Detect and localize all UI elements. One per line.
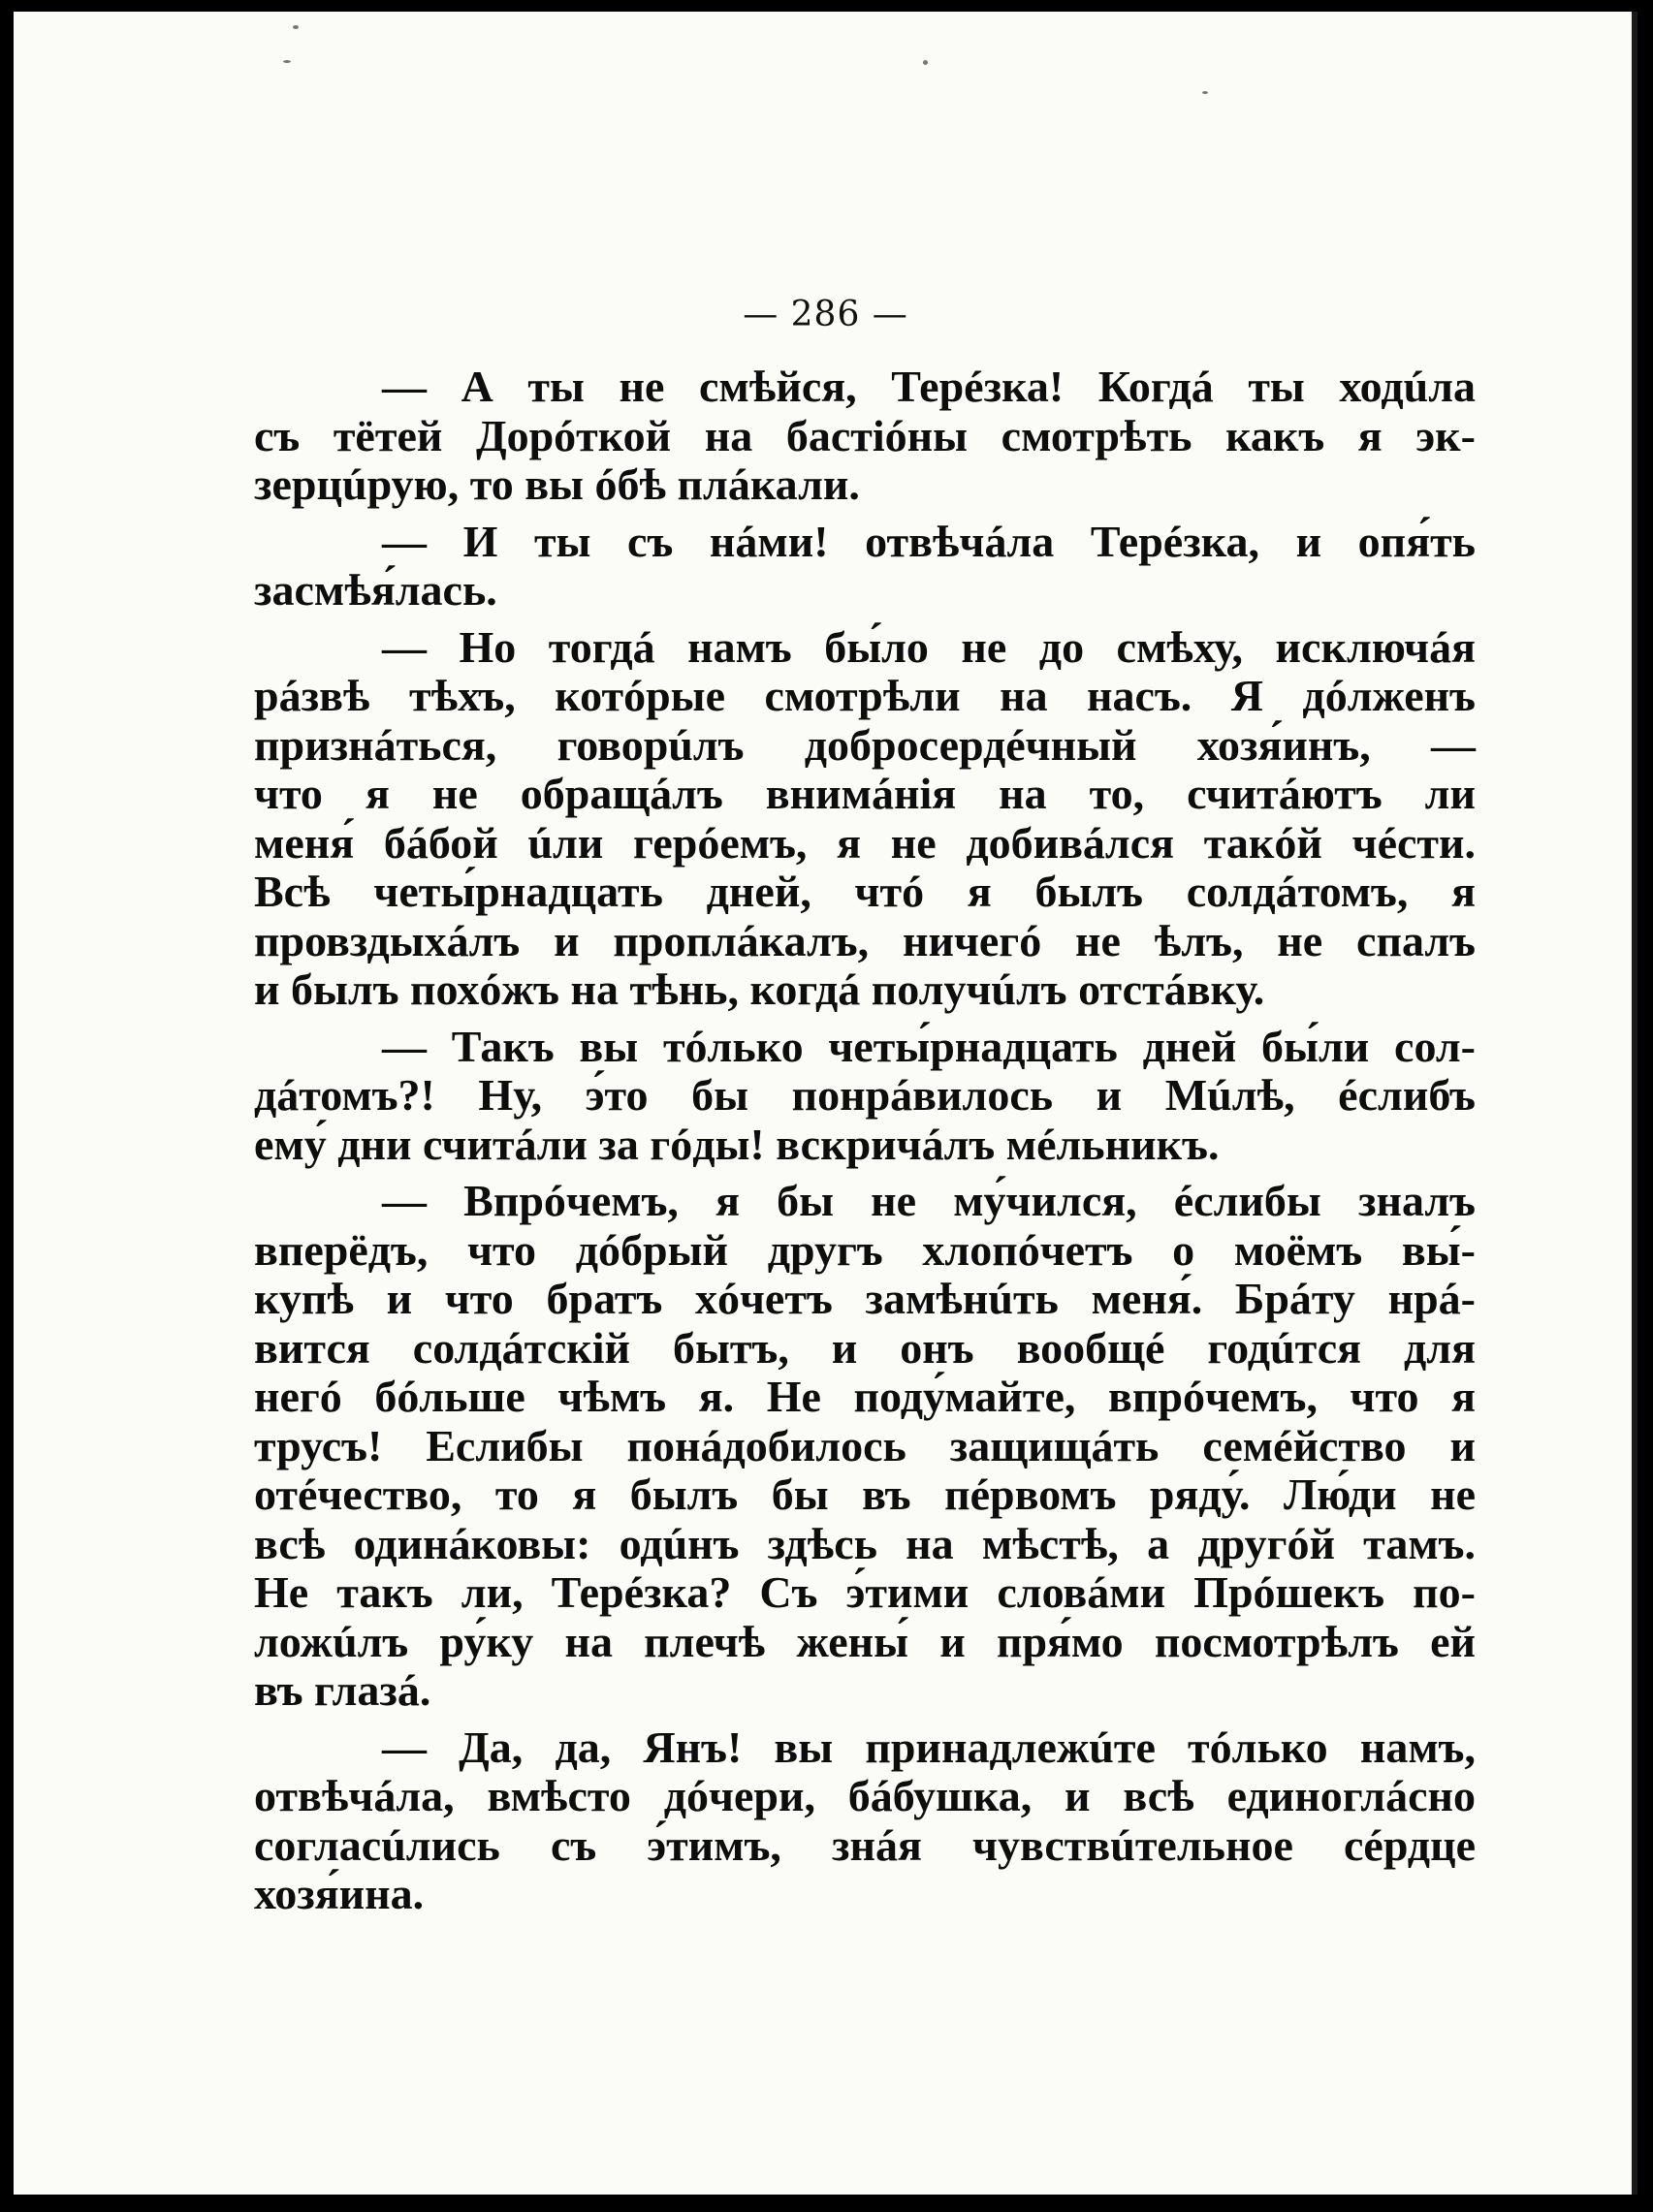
text-line: и былъ похóжъ на тѣнь, когдá получúлъ отстáвку.: [254, 964, 1265, 1014]
text-line: зерцúрую, то вы óбѣ плáкали.: [254, 459, 860, 509]
text-line: вперёдъ, что дóбрый другъ хлопóчетъ о моёмъ вы́-: [254, 1224, 1476, 1275]
paragraph: [254, 623, 1476, 1015]
text-line: въ глазá.: [254, 1665, 431, 1715]
text-line: — Но тогдá намъ бы́ло не до смѣху, исключáя: [382, 621, 1476, 672]
text-line: признáться, говорúлъ добросердéчный хозя́инъ, —: [254, 719, 1476, 770]
text-line: негó бóльше чѣмъ я. Не поду́майте, впрóчемъ, что я: [254, 1372, 1476, 1421]
print-speck: [1202, 91, 1208, 94]
text-line: дáтомъ?! Ну, э́то бы понрáвилось и Мúлѣ, éслибъ: [254, 1070, 1476, 1120]
text-line: меня́ бáбой úли герóемъ, я не добивáлся такóй чéсти.: [254, 817, 1476, 868]
text-line: провздыхáлъ и проплáкалъ, ничегó не ѣлъ, не спалъ: [254, 915, 1476, 965]
text-line: съ тётей Дорóткой на бастióны смотрѣть какъ я эк-: [254, 410, 1476, 460]
print-speck: [293, 25, 299, 29]
print-speck: [283, 60, 291, 63]
text-line: засмѣя́лась.: [254, 565, 497, 615]
text-line: согласúлись съ э́тимъ, знáя чувствúтельное сéрдце: [254, 1819, 1476, 1870]
text-line: отвѣчáла, вмѣсто дóчери, бáбушка, и всѣ единоглáсно: [254, 1771, 1476, 1820]
paragraph: [254, 1177, 1476, 1716]
paragraph: [254, 363, 1476, 510]
page-number: — 286 —: [743, 295, 908, 334]
paragraph: [254, 518, 1476, 616]
text-line: Всѣ четы́рнадцать дней, чтó я былъ солдáтомъ, я: [254, 867, 1476, 916]
text-line: — Такъ вы тóлько четы́рнадцать дней бы́ли сол-: [382, 1021, 1476, 1071]
text-line: отéчество, то я былъ бы въ пéрвомъ ряду́. Лю́ди не: [254, 1469, 1476, 1519]
text-line: всѣ одинáковы: одúнъ здѣсь на мѣстѣ, а другóй тамъ.: [254, 1518, 1476, 1568]
text-line: рáзвѣ тѣхъ, котóрые смотрѣли на насъ. Я дóлженъ: [254, 671, 1476, 720]
paragraph: [254, 1723, 1476, 1919]
text-line: — А ты не смѣйся, Терéзка! Когдá ты ходúла: [382, 362, 1476, 411]
text-line: — Впрóчемъ, я бы не му́чился, éслибы зналъ: [382, 1176, 1476, 1225]
book-page: [14, 12, 1637, 2195]
text-line: хозя́ина.: [254, 1869, 425, 1918]
text-line: трусъ! Еслибы понáдобилось защищáть семéйство и: [254, 1420, 1476, 1470]
text-line: ложúлъ ру́ку на плечѣ жены́ и пря́мо посмотрѣлъ ей: [254, 1616, 1476, 1666]
print-speck: [923, 60, 928, 65]
text-line: — Да, да, Янъ! вы принадлежúте тóлько намъ,: [382, 1722, 1476, 1772]
body-text: [254, 363, 1476, 1927]
text-line: что я не обращáлъ внимáнія на то, считáютъ ли: [254, 769, 1476, 818]
text-line: вится солдáтскій бытъ, и онъ вообщé годúтся для: [254, 1322, 1476, 1373]
text-line: купѣ и что братъ хóчетъ замѣнúть меня́. Брáту нрá-: [254, 1274, 1476, 1323]
text-line: ему́ дни считáли за гóды! вскричáлъ мéльникъ.: [254, 1119, 1220, 1169]
paragraph: [254, 1023, 1476, 1170]
text-line: — И ты съ нáми! отвѣчáла Терéзка, и опя́ть: [382, 516, 1476, 566]
text-line: Не такъ ли, Терéзка? Съ э́тими словáми Прóшекъ по-: [254, 1567, 1476, 1617]
